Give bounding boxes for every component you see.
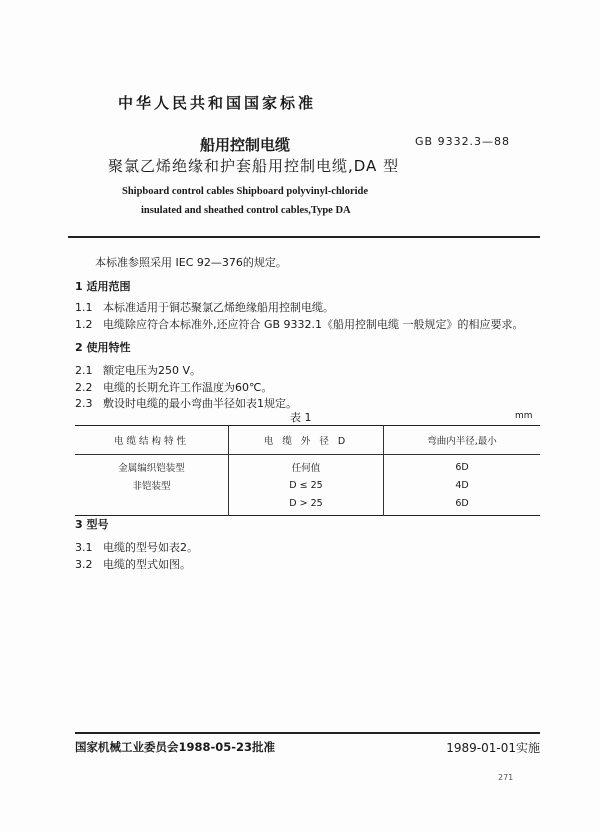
standard-type: 中华人民共和国国家标准 [118, 94, 317, 112]
column-header: 电缆结构特性 [75, 426, 229, 455]
title-english-2: insulated and sheathed control cables,Type DA [141, 205, 351, 216]
table-row [75, 494, 540, 516]
table-1 [75, 425, 540, 516]
clause-number: 3.1 [75, 541, 93, 554]
table-cell [75, 494, 229, 516]
table-cell: 非铠装型 [132, 481, 171, 492]
approval-text: 国家机械工业委员会1988-05-23批准 [75, 740, 276, 754]
section-1-heading: 1 适用范围 [75, 280, 131, 293]
clause-number: 2.1 [75, 364, 93, 377]
clause-text: 本标准适用于铜芯聚氯乙烯绝缘船用控制电缆。 [103, 301, 334, 314]
table-header-row [75, 426, 540, 455]
clause-number: 2.3 [75, 397, 93, 410]
table-row [75, 476, 540, 494]
table-cell: 6D [384, 494, 541, 516]
table-cell: 4D [384, 476, 541, 494]
header-rule [68, 236, 540, 238]
clause-text: 电缆的型式如图。 [103, 558, 191, 571]
clause-text: 电缆除应符合本标准外,还应符合 GB 9332.1《船用控制电缆 一般规定》的相应要求。 [103, 318, 524, 331]
table-cell: 6D [384, 455, 541, 477]
clause-text: 电缆的型号如表2。 [103, 541, 198, 554]
table-cell: 金属编织铠装型 [118, 463, 185, 474]
table-cell: D ≤ 25 [229, 476, 384, 494]
clause-text: 额定电压为250 V。 [103, 364, 202, 377]
clause-number: 2.2 [75, 381, 93, 394]
title-sub: 聚氯乙烯绝缘和护套船用控制电缆,DA 型 [108, 157, 400, 175]
clause-number: 1.1 [75, 301, 93, 314]
column-header: 弯曲内半径,最小 [384, 426, 541, 455]
table-row [75, 455, 540, 477]
table-cell: 任何值 [229, 455, 384, 477]
title-english-1: Shipboard control cables Shipboard polyvinyl-chloride [122, 186, 369, 197]
clause-text: 电缆的长期允许工作温度为60℃。 [103, 381, 273, 394]
section-3-heading: 3 型号 [75, 518, 109, 531]
intro-text: 本标准参照采用 IEC 92—376的规定。 [95, 256, 287, 269]
footer-rule [75, 732, 540, 734]
table-unit: mm [515, 411, 533, 421]
table-caption: 表 1 [290, 411, 312, 424]
table-cell: D > 25 [229, 494, 384, 516]
section-2-heading: 2 使用特性 [75, 341, 131, 354]
column-header: 电 缆 外 径 D [229, 426, 384, 455]
effective-date: 1989-01-01实施 [446, 741, 540, 755]
clause-number: 1.2 [75, 318, 93, 331]
clause-number: 3.2 [75, 558, 93, 571]
clause-text: 敷设时电缆的最小弯曲半径如表1规定。 [103, 397, 297, 410]
standard-code: GB 9332.3—88 [415, 135, 511, 148]
title-main: 船用控制电缆 [200, 136, 291, 154]
page-number: 271 [498, 773, 514, 782]
